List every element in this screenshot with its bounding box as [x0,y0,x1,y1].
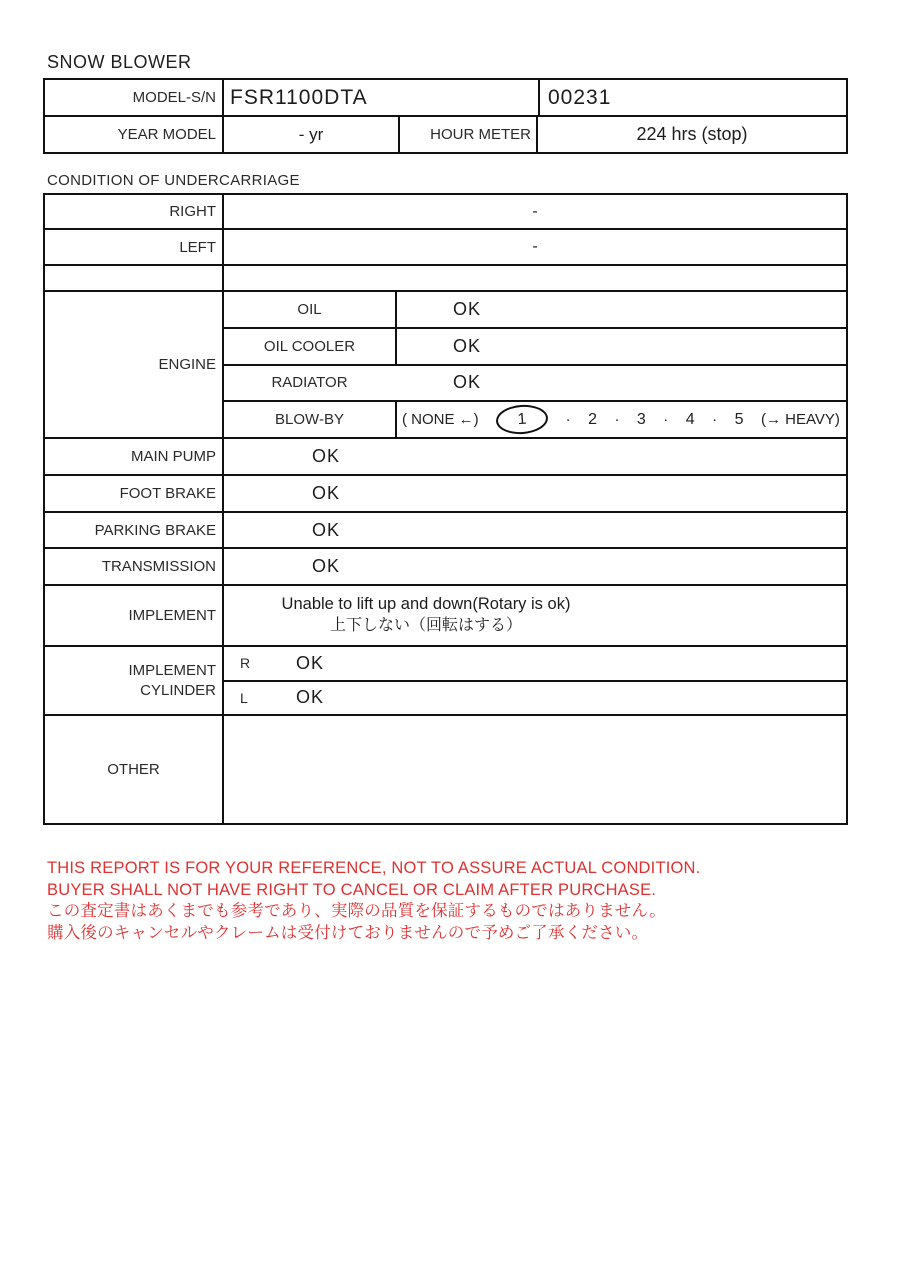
oil-cooler-value: OK [453,335,482,356]
disclaimer-line-4: 購入後のキャンセルやクレームは受付けておりませんので予めご了承ください。 [47,923,649,942]
cylinder-right-row [224,647,846,682]
parking-brake-label: PARKING BRAKE [45,513,224,547]
condition-table [43,193,848,825]
spacer-row [45,266,846,292]
other-label: OTHER [45,716,224,823]
blowby-none-label: ( NONE ←) [402,411,479,429]
blowby-separator: · [565,411,571,429]
parking-brake-row [45,513,846,549]
selected-rating-circle-icon [495,403,549,436]
main-pump-label: MAIN PUMP [45,439,224,474]
serial-value: 00231 [548,85,612,109]
cylinder-right-side-label: R [240,655,251,672]
right-label: RIGHT [45,195,224,228]
engine-blowby-row [224,402,846,437]
blowby-rating-5: 5 [734,410,744,428]
disclaimer-line-3: この査定書はあくまでも参考であり、実際の品質を保証するものではありません。 [47,902,666,920]
engine-group-row [45,292,846,439]
oil-cooler-label: OIL COOLER [224,329,397,364]
header-table [43,78,848,154]
implement-cylinder-label-line1: IMPLEMENT [128,662,216,679]
undercarriage-section-title: CONDITION OF UNDERCARRIAGE [47,172,300,189]
radiator-label: RADIATOR [271,374,348,392]
blowby-rating-4: 4 [685,410,695,428]
cylinder-left-value: OK [296,687,325,708]
cylinder-left-side-label: L [240,689,248,706]
blowby-rating-3: 3 [636,410,646,428]
oil-label: OIL [224,292,397,327]
radiator-value: OK [453,372,482,393]
disclaimer-line-1: THIS REPORT IS FOR YOUR REFERENCE, NOT TO ASSURE ACTUAL CONDITION. [47,859,701,877]
engine-oil-row [224,292,846,329]
undercarriage-left-row [45,230,846,266]
cylinder-left-row [224,682,846,715]
blowby-separator: · [663,411,669,429]
transmission-label: TRANSMISSION [45,549,224,584]
year-model-label: YEAR MODEL [45,117,224,152]
implement-note-jp: 上下しない（回転はする） [329,616,522,634]
cylinder-subrows [224,647,846,714]
implement-cylinder-label [45,647,224,714]
model-label: MODEL-S/N [45,80,224,115]
foot-brake-row [45,476,846,513]
implement-row [45,586,846,647]
left-value: - [532,238,538,255]
left-label: LEFT [45,230,224,264]
year-model-value: - yr [224,117,400,152]
transmission-value: OK [312,556,341,576]
implement-note [224,594,628,636]
model-value: FSR1100DTA [224,80,540,115]
spacer-value-cell [224,266,846,290]
foot-brake-value: OK [312,483,341,503]
page-title: SNOW BLOWER [47,52,192,72]
hour-meter-label: HOUR METER [400,117,538,152]
main-pump-row [45,439,846,476]
parking-brake-value: OK [312,519,341,540]
blowby-label: BLOW-BY [224,402,397,437]
undercarriage-right-row [45,195,846,230]
year-hour-row [45,117,846,152]
implement-cylinder-row [45,647,846,716]
implement-cylinder-label-line2: CYLINDER [140,681,216,699]
hour-meter-value: 224 hrs (stop) [636,124,748,144]
foot-brake-label: FOOT BRAKE [45,476,224,511]
blowby-separator: · [712,411,718,429]
implement-value [224,586,846,645]
blowby-separator: · [614,411,620,429]
implement-label: IMPLEMENT [45,586,224,645]
disclaimer-line-2: BUYER SHALL NOT HAVE RIGHT TO CANCEL OR CLAIM AFTER PURCHASE. [47,880,657,899]
disclaimer [47,858,700,944]
engine-subrows [224,292,846,437]
main-pump-value: OK [312,446,341,466]
other-value [224,716,846,823]
blowby-heavy-label: (→ HEAVY) [760,411,840,429]
blowby-rating-1: 1 [517,410,528,428]
right-value: - [532,202,538,220]
spacer-label-cell [45,266,224,290]
blowby-rating-2: 2 [588,410,597,428]
engine-oil-cooler-row [224,329,846,366]
model-row [45,80,846,117]
engine-label: ENGINE [45,292,224,437]
engine-radiator-row [224,366,846,403]
implement-note-en: Unable to lift up and down(Rotary is ok) [281,595,571,614]
transmission-row [45,549,846,586]
oil-value: OK [453,298,482,319]
blowby-scale [397,402,846,437]
cylinder-right-value: OK [296,652,325,673]
other-row [45,716,846,823]
